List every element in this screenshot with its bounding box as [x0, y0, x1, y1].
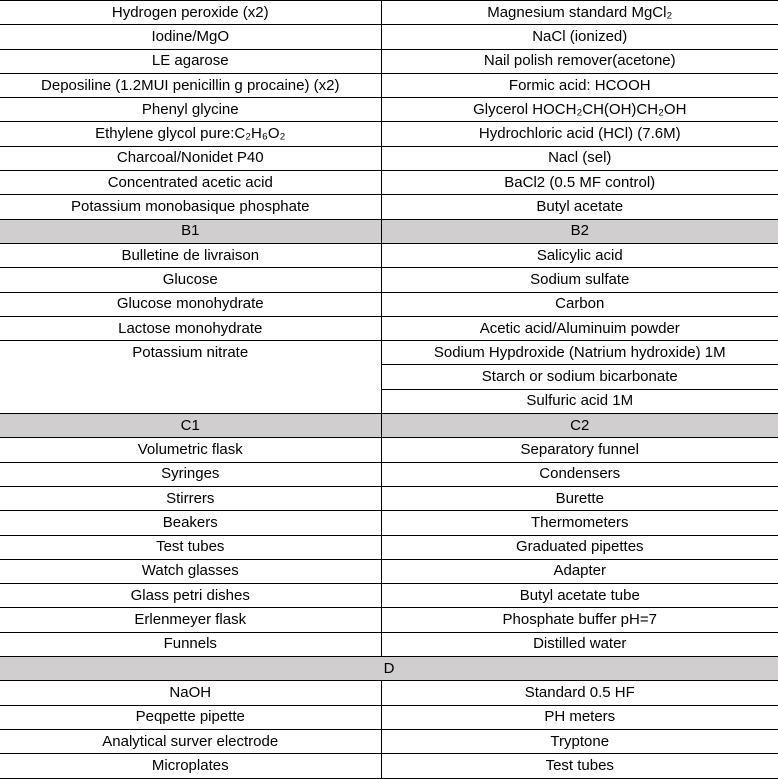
table-row: [0, 584, 778, 608]
section-header-b1: B1: [0, 219, 381, 243]
table-cell: BaCl2 (0.5 MF control): [381, 171, 778, 195]
table-cell: Tryptone: [381, 729, 778, 753]
table-row: [0, 438, 778, 462]
table-cell: Sodium sulfate: [381, 268, 778, 292]
table-row: [0, 243, 778, 267]
table-cell: Standard 0.5 HF: [381, 681, 778, 705]
table-cell: Concentrated acetic acid: [0, 171, 381, 195]
table-row: [0, 389, 778, 413]
table-cell: Phenyl glycine: [0, 98, 381, 122]
table-cell: Butyl acetate tube: [381, 584, 778, 608]
table-cell: Distilled water: [381, 632, 778, 656]
table-cell: Syringes: [0, 462, 381, 486]
table-row: [0, 171, 778, 195]
table-row: [0, 511, 778, 535]
table-cell: Separatory funnel: [381, 438, 778, 462]
table-cell: Bulletine de livraison: [0, 243, 381, 267]
table-cell: Nail polish remover(acetone): [381, 49, 778, 73]
section-header-row: [0, 657, 778, 681]
table-row: [0, 535, 778, 559]
table-cell: Acetic acid/Aluminuim powder: [381, 316, 778, 340]
table-cell: Thermometers: [381, 511, 778, 535]
table-cell: Microplates: [0, 754, 381, 778]
table-cell: Funnels: [0, 632, 381, 656]
table-cell: NaOH: [0, 681, 381, 705]
table-cell: Carbon: [381, 292, 778, 316]
table-row: [0, 341, 778, 365]
table-cell: Potassium monobasique phosphate: [0, 195, 381, 219]
table-cell: Glucose monohydrate: [0, 292, 381, 316]
table-row: [0, 632, 778, 656]
table-row: [0, 195, 778, 219]
table-cell: Graduated pipettes: [381, 535, 778, 559]
table-cell: Deposiline (1.2MUI penicillin g procaine) (x2): [0, 73, 381, 97]
table-row: [0, 146, 778, 170]
empty-cell: [0, 389, 381, 413]
table-cell: Butyl acetate: [381, 195, 778, 219]
empty-cell: [0, 365, 381, 389]
table-row: [0, 73, 778, 97]
table-row: [0, 681, 778, 705]
section-header-d: D: [0, 657, 778, 681]
table-row: [0, 49, 778, 73]
table-row: [0, 559, 778, 583]
table-cell: Beakers: [0, 511, 381, 535]
table-row: [0, 1, 778, 25]
table-cell: Iodine/MgO: [0, 25, 381, 49]
table-row: [0, 754, 778, 778]
table-cell: Analytical surver electrode: [0, 729, 381, 753]
table-cell: Adapter: [381, 559, 778, 583]
table-row: [0, 705, 778, 729]
table-cell: Formic acid: HCOOH: [381, 73, 778, 97]
table-cell: Lactose monohydrate: [0, 316, 381, 340]
table-cell: Salicylic acid: [381, 243, 778, 267]
table-row: [0, 268, 778, 292]
table-cell: PH meters: [381, 705, 778, 729]
table-cell: Starch or sodium bicarbonate: [381, 365, 778, 389]
table-cell: Test tubes: [381, 754, 778, 778]
table-cell: Potassium nitrate: [0, 341, 381, 365]
table-cell: Phosphate buffer pH=7: [381, 608, 778, 632]
table-cell: Glass petri dishes: [0, 584, 381, 608]
table-row: [0, 292, 778, 316]
table-cell: Sodium Hypdroxide (Natrium hydroxide) 1M: [381, 341, 778, 365]
table-cell: Burette: [381, 486, 778, 510]
table-cell: Sulfuric acid 1M: [381, 389, 778, 413]
table-row: [0, 608, 778, 632]
table-cell: Glycerol HOCH₂CH(OH)CH₂OH: [381, 98, 778, 122]
section-header-b2: B2: [381, 219, 778, 243]
table-cell: LE agarose: [0, 49, 381, 73]
table-row: [0, 365, 778, 389]
table-cell: Nacl (sel): [381, 146, 778, 170]
table-cell: Watch glasses: [0, 559, 381, 583]
section-header-c2: C2: [381, 414, 778, 438]
table-cell: Glucose: [0, 268, 381, 292]
table-cell: Erlenmeyer flask: [0, 608, 381, 632]
table-row: [0, 729, 778, 753]
table-cell: NaCl (ionized): [381, 25, 778, 49]
section-header-row: [0, 414, 778, 438]
table-cell: Condensers: [381, 462, 778, 486]
table-cell: Volumetric flask: [0, 438, 381, 462]
table-cell: Magnesium standard MgCl₂: [381, 1, 778, 25]
table-cell: Peqpette pipette: [0, 705, 381, 729]
table-row: [0, 98, 778, 122]
table-cell: Test tubes: [0, 535, 381, 559]
table-row: [0, 486, 778, 510]
table-cell: Stirrers: [0, 486, 381, 510]
section-header-c1: C1: [0, 414, 381, 438]
table-cell: Charcoal/Nonidet P40: [0, 146, 381, 170]
table-cell: Hydrochloric acid (HCl) (7.6M): [381, 122, 778, 146]
table-cell: Ethylene glycol pure:C₂H₆O₂: [0, 122, 381, 146]
section-header-row: [0, 219, 778, 243]
table-row: [0, 316, 778, 340]
table-cell: Hydrogen peroxide (x2): [0, 1, 381, 25]
table-row: [0, 25, 778, 49]
table-row: [0, 462, 778, 486]
table-row: [0, 122, 778, 146]
